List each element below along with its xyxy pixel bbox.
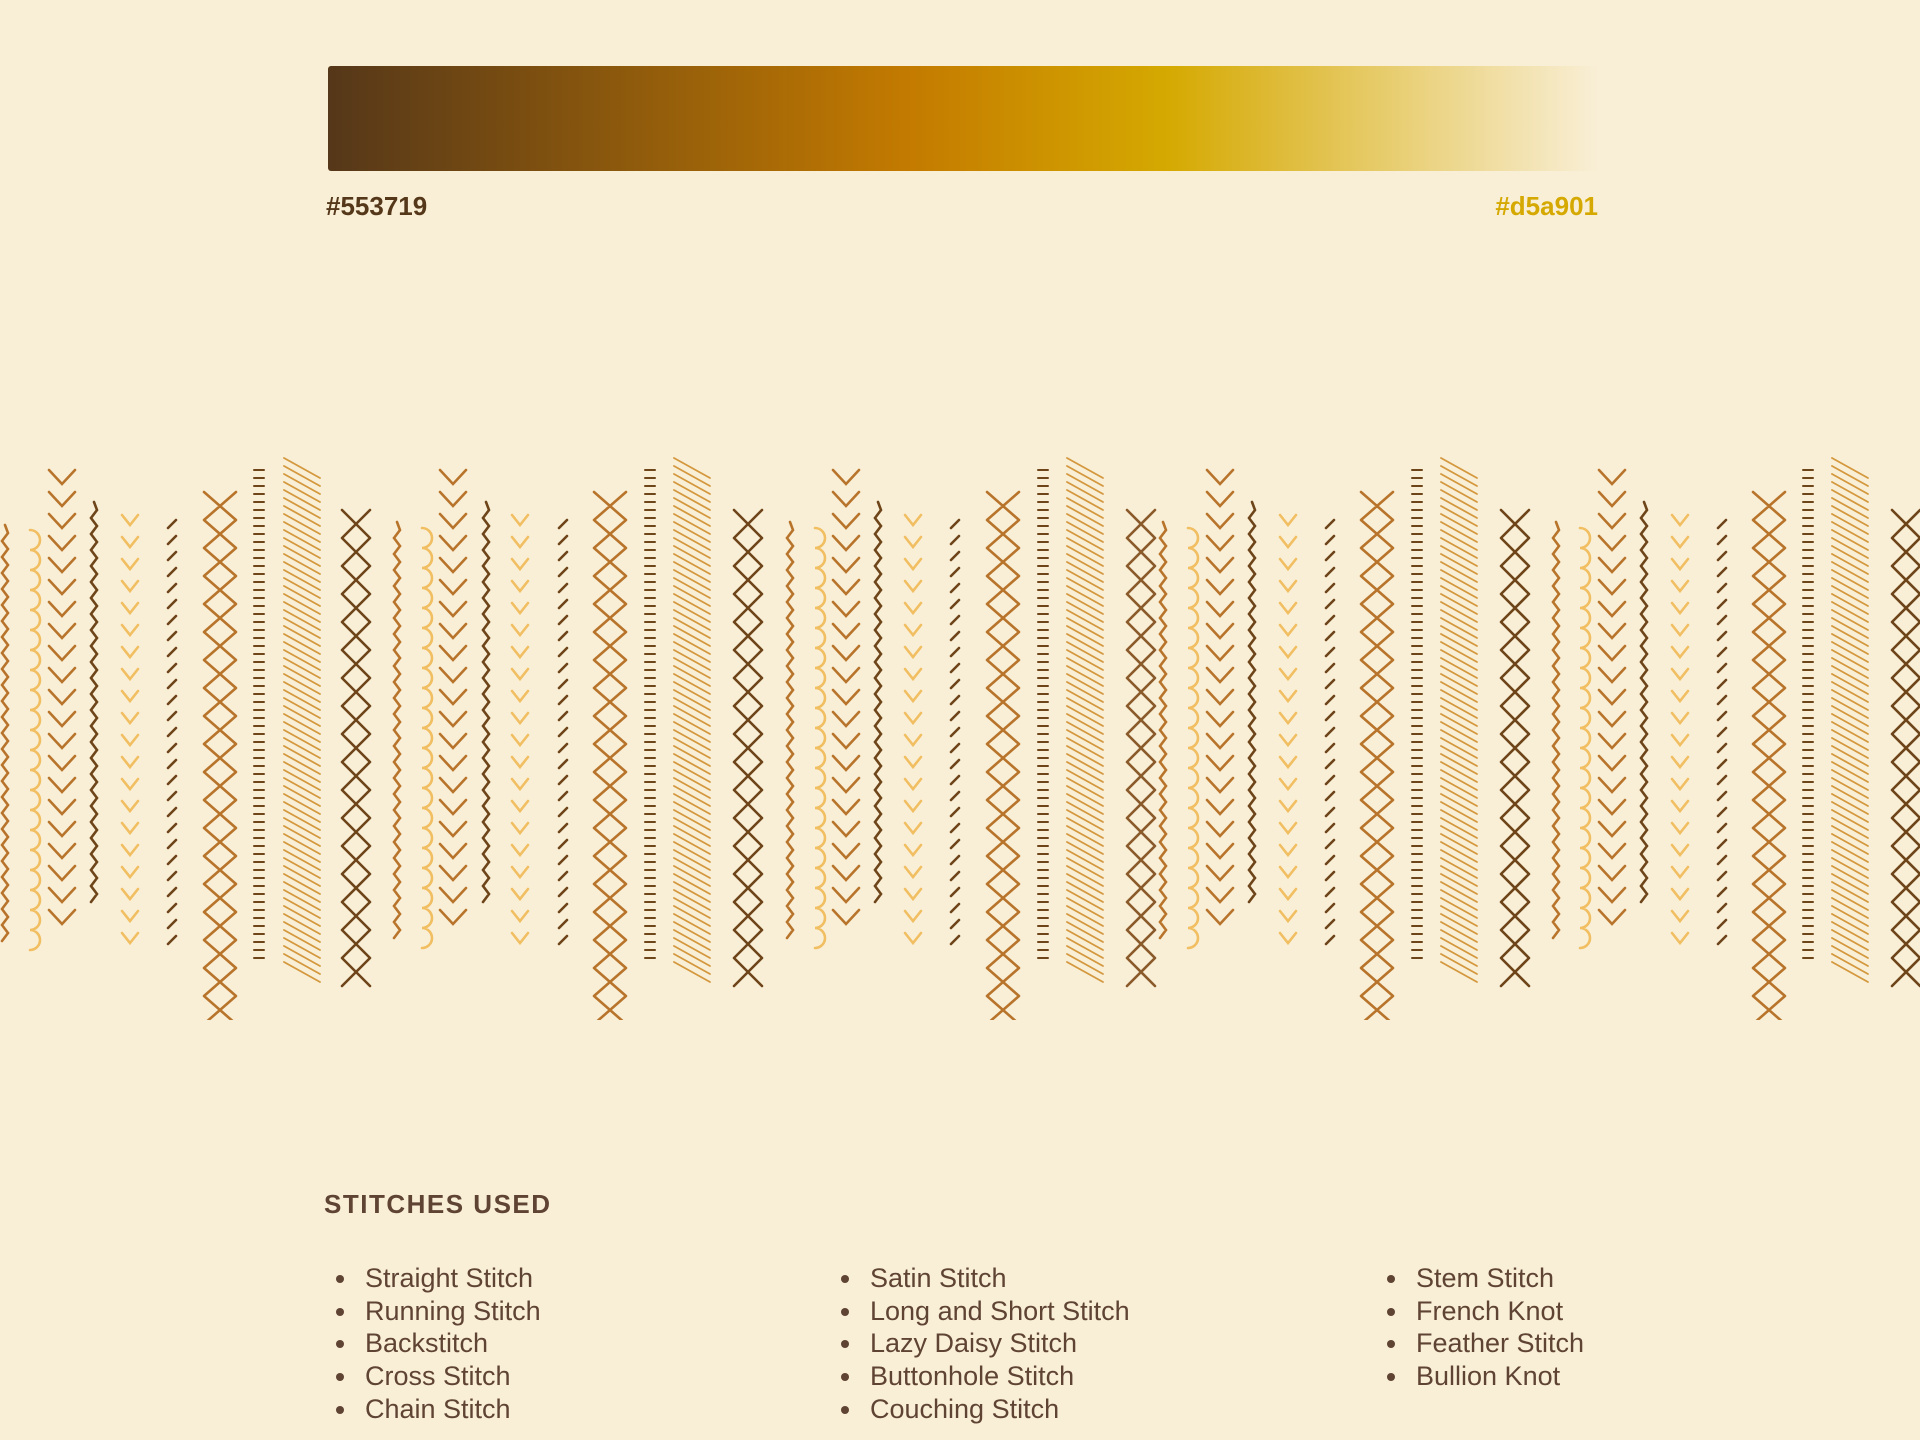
color-gradient-bar <box>328 66 1600 171</box>
stitch-column <box>875 502 881 902</box>
stitch-column <box>1892 510 1920 986</box>
stitch-column <box>394 522 400 938</box>
stitch-list-item: • Stem Stitch <box>1410 1262 1584 1295</box>
stitch-column <box>645 470 655 958</box>
stitch-column <box>1249 502 1255 902</box>
stitch-column <box>1160 522 1166 938</box>
stitch-column <box>122 515 138 943</box>
stitch-list-item: • Running Stitch <box>359 1295 541 1328</box>
stitch-list-item: • Buttonhole Stitch <box>864 1360 1130 1393</box>
stitch-list-item: • Lazy Daisy Stitch <box>864 1327 1130 1360</box>
stitch-column <box>1501 510 1529 986</box>
stitch-column <box>1188 528 1198 948</box>
stitch-column <box>815 528 825 948</box>
stitch-list-item: • Backstitch <box>359 1327 541 1360</box>
stitch-column <box>987 492 1019 1020</box>
stitch-list-column-1 <box>325 1262 541 1426</box>
stitch-list-item: • Long and Short Stitch <box>864 1295 1130 1328</box>
stitch-column <box>1753 492 1785 1020</box>
stitch-column <box>204 492 236 1020</box>
stitch-column <box>1803 470 1813 958</box>
stitch-column <box>787 522 793 938</box>
stitch-column <box>512 515 528 943</box>
stitch-column <box>905 515 921 943</box>
stitch-column <box>951 520 959 944</box>
stitch-column <box>1718 520 1726 944</box>
stitch-column <box>2 525 8 941</box>
stitch-column <box>342 510 370 986</box>
stitch-column <box>1038 470 1048 958</box>
stitch-column <box>49 470 75 924</box>
stitch-column <box>1067 458 1103 982</box>
stitch-column <box>483 502 489 902</box>
stitch-pattern-art <box>0 440 1920 1020</box>
stitch-column <box>1127 510 1155 986</box>
stitch-column <box>1207 470 1233 924</box>
stitch-column <box>1672 515 1688 943</box>
stitch-list-item: • Straight Stitch <box>359 1262 541 1295</box>
stitch-column <box>1599 470 1625 924</box>
stitch-column <box>1832 458 1868 982</box>
stitches-heading: STITCHES USED <box>324 1189 552 1219</box>
stitch-column <box>1326 520 1334 944</box>
stitch-column <box>734 510 762 986</box>
stitch-column <box>559 520 567 944</box>
stitch-list-item: • French Knot <box>1410 1295 1584 1328</box>
stitch-list-item: • Feather Stitch <box>1410 1327 1584 1360</box>
stitch-column <box>1412 470 1422 958</box>
stitch-column <box>833 470 859 924</box>
stitch-list-column-3 <box>1376 1262 1584 1393</box>
stitch-column <box>30 530 40 950</box>
stitch-list-column-2 <box>830 1262 1130 1426</box>
gradient-start-label: #553719 <box>326 191 428 221</box>
stitch-column <box>91 502 97 902</box>
stitch-column <box>1553 522 1559 938</box>
stitch-list-item: • Cross Stitch <box>359 1360 541 1393</box>
stitch-column <box>440 470 466 924</box>
stitch-column <box>284 458 320 982</box>
stitch-column <box>674 458 710 982</box>
stitch-list-item: • Bullion Knot <box>1410 1360 1584 1393</box>
stitch-column <box>254 470 264 958</box>
stitch-list-item: • Satin Stitch <box>864 1262 1130 1295</box>
stitch-column <box>1441 458 1477 982</box>
stitch-column <box>168 520 176 944</box>
stitch-column <box>1641 502 1647 902</box>
stitch-column <box>1280 515 1296 943</box>
stitch-column <box>1580 528 1590 948</box>
gradient-end-label: #d5a901 <box>1495 191 1598 221</box>
stitch-column <box>1361 492 1393 1020</box>
stitch-column <box>422 528 432 948</box>
stitch-column <box>594 492 626 1020</box>
stitch-list-item: • Couching Stitch <box>864 1393 1130 1426</box>
stitch-list-item: • Chain Stitch <box>359 1393 541 1426</box>
